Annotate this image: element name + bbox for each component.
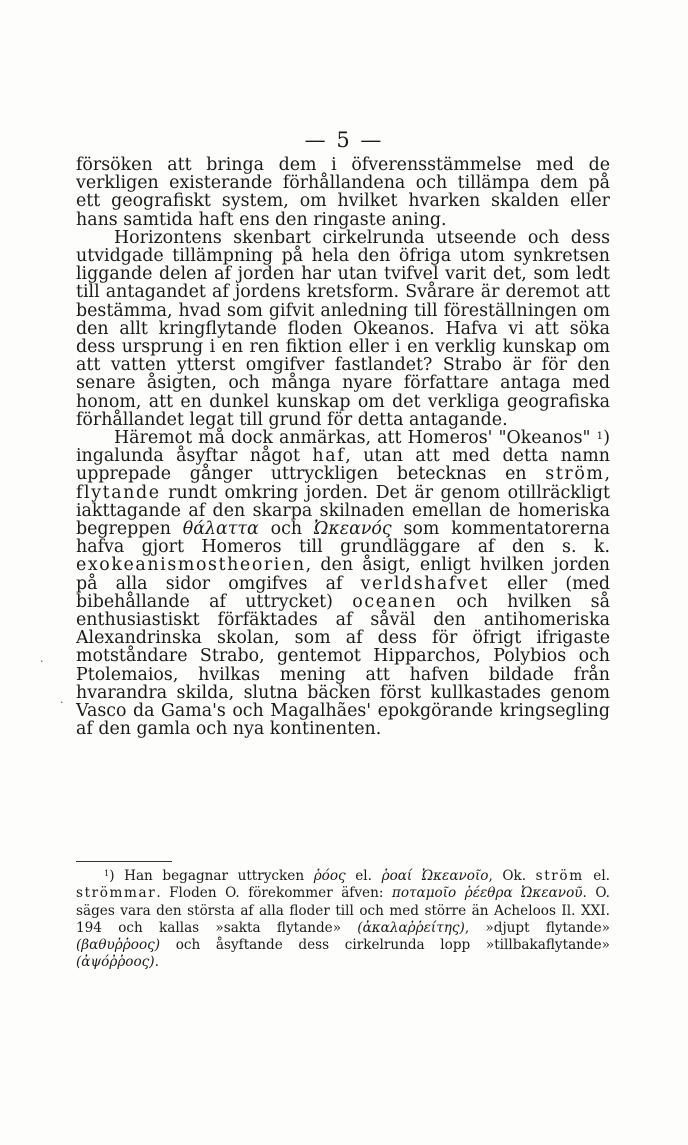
p3-text: och hvilken så enthusiastiskt förfäktades af såväl den antihomeriska Alexandrinska skolan, som af dess för öfrigt ifrigaste motståndare Strabo, gentemot Hipparchos, Polybios och Ptolemaios, hvilkas mening att hafven bildade från hvarandra skilda, slutna bäcken först kullkastades genom Vasco da Gama's och Magalhães' epokgörande kringsegling af den gamla och nya kontinenten. [76, 591, 610, 740]
footnote-text: och åsyftande dess cirkelrunda lopp »tillbakaflytande» [175, 937, 610, 954]
paragraph-1: försöken att bringa dem i öfverensstämmelse med de verkligen existerande förhållandena och tillämpa dem på ett geografiskt system, om hvilket hvarken skalden eller hans samtida haft ens den ringaste aning. [76, 155, 610, 230]
greek-term-thalatta: θάλαττα [182, 519, 259, 540]
footnote-text: , »djupt flytande» [464, 919, 610, 936]
footnote-text: ) Han begagnar uttrycken [109, 868, 305, 884]
footnote-text: , Ok. [488, 868, 527, 884]
footnote-text: . O. säges vara den största af alla floder till och med större än Acheloos Il. XXI. 194 och kallas »sakta flytande» [76, 885, 611, 936]
greek-footnote-term: (βαθυῤῥοος) [76, 937, 161, 954]
spaced-term-exokeanismos: exokeanismostheorien [76, 555, 306, 576]
margin-dot-mark: · [40, 655, 44, 668]
greek-footnote-term: ῥόος [313, 868, 346, 884]
greek-footnote-term: ποταμοῖο ῥέεθρα Ὠκεανοῦ [391, 885, 583, 902]
paragraph-3 [76, 429, 610, 738]
greek-footnote-term: (ἀκαλαῤῥείτης) [357, 919, 465, 936]
p3-text: ) ingalunda åsyftar något [76, 428, 610, 467]
p3-text: , [604, 464, 611, 485]
p3-text: , utan att med detta namn upprepade gånger uttryckligen betecknas en [76, 446, 610, 485]
spaced-term-strom: ström [545, 464, 605, 485]
p3-text: som kommentatorerna hafva gjort Homeros till grundläggare af den s. k. [76, 519, 611, 558]
body-text [76, 156, 610, 739]
spaced-term-oceanen: oceanen [352, 591, 438, 612]
footnote [76, 868, 610, 972]
footnote-text: . Floden O. förekommer äfven: [156, 885, 384, 902]
footnote-text: el. [593, 868, 610, 884]
spaced-term-haf: haf [312, 446, 346, 467]
footnote-marker: 1 [104, 868, 110, 878]
greek-footnote-term: ῥοαί Ὠκεανοῖο [381, 868, 489, 884]
p3-text: rundt omkring jorden. Det är genom otillräckligt iakttagande af den skarpa skilnaden emellan de homeriska begreppen [76, 482, 611, 540]
p3-text: och [270, 519, 303, 540]
footnote-text: . [154, 954, 159, 971]
spaced-term-strommar: strömmar [76, 885, 157, 902]
footnote-text: el. [355, 868, 372, 884]
margin-dot-mark: · [60, 696, 64, 709]
footnote-divider [76, 861, 172, 862]
page-number: — 5 — [304, 128, 384, 152]
spaced-term-strom-footnote: ström [535, 868, 584, 884]
spaced-term-flytande: flytande [76, 482, 161, 503]
footnote-reference[interactable]: 1 [596, 430, 604, 443]
spaced-term-verldshafvet: verldshafvet [360, 573, 489, 594]
p3-text: , den åsigt, enligt hvilken jorden på alla sidor omgifves af [76, 555, 610, 594]
paragraph-2: Horizontens skenbart cirkelrunda utseende och dess utvidgade tillämpning på hela den öfriga utom synkretsen liggande delen af jorden har utan tvifvel varit det, som ledt till antagandet af jordens kretsform. Svårare är deremot att bestämma, hvad som gifvit anledning till föreställningen om den allt kringflytande floden Okeanos. Hafva vi att söka dess ursprung i en ren fiktion eller i en verklig kunskap om att vatten ytterst omgifver fastlandet? Strabo är för den senare åsigten, och många nyare författare antaga med honom, att en dunkel kunskap om det verkliga geografiska förhållandet legat till grund för detta antagande. [76, 227, 610, 430]
greek-footnote-term: (ἀψόῤῥοος) [76, 954, 155, 971]
p3-text: eller (med bibehållande af uttrycket) [76, 573, 611, 612]
greek-term-okeanos: Ὠκεανός [313, 519, 392, 540]
p3-text: Häremot må dock anmärkas, att Homeros' "Okeanos" [114, 428, 591, 449]
